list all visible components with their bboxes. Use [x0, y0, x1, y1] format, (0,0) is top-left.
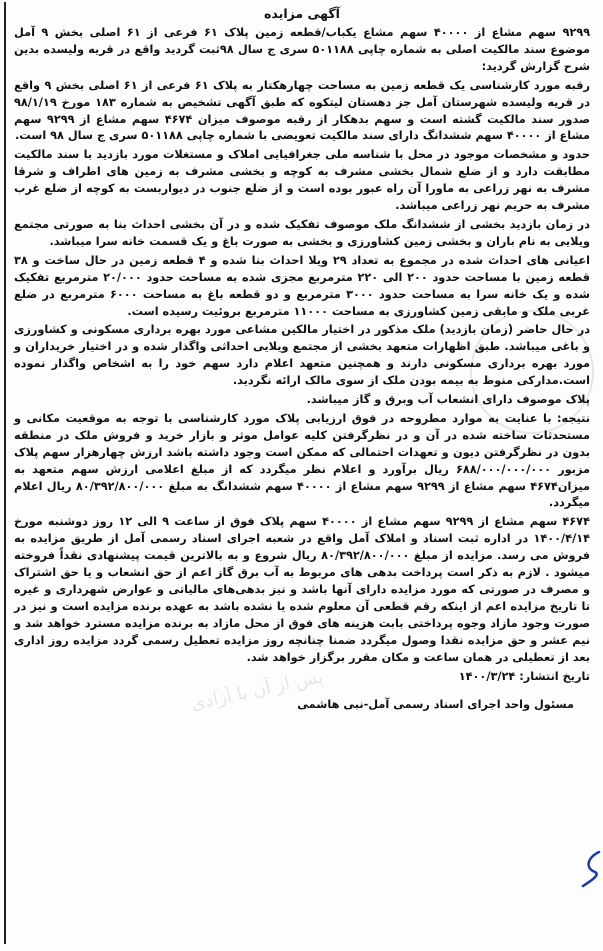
faint-watermark: پس از آن با آزادی	[189, 666, 325, 715]
auction-notice	[14, 6, 590, 714]
paragraph-buildings: اعیانی های احداث شده در مجموع به تعداد ۲۹ ویلا احداث بنا شده و ۴ قطعه زمین در حال ساخت و ۳۸ قطعه زمین با مساحت حدود ۲۰۰ الی ۲۲۰ مترمربع مجزی شده به مساحت حدود ۲۰/۰۰۰ مترمربع تفکیک شده و یک خانه سرا به مساحت حدود ۳۰۰۰ مترمربع و دو قطعه باغ به مساحت ۶۰۰۰ مترمربع در ضلع غربی ملک و مابقی زمین کشاورزی به مساحت ۱۱۰۰۰ مترمربع بروئیت رسیده است.	[14, 253, 590, 318]
paragraph-boundaries: حدود و مشخصات موجود در محل با شناسه ملی جغرافیایی املاک و مستغلات مورد بازدید با سند مالکیت مطابقت دارد و از ضلع شمال بخشی مشرف به کوچه و بخشی مشرف به زمین های اطراف و شرقا مشرف به نهر زراعی به ماورا آن راه عبور بوده است و از ضلع جنوب در دیواربست به کوچه از ضلع غرب مشرف به حریم نهر زراعی میباشد.	[14, 148, 590, 213]
paragraph-result-valuation: نتیجه: با عنایت به موارد مطروحه در فوق ارزیابی پلاک مورد کارشناسی با توجه به موقعیت مکانی و مستحدثات ساخته شده در آن و در نظرگرفتن کلیه عوامل موثر و بازار خرید و فروش ملک در منطقه بدون در نظرگرفتن دیون و تعهدات احتمالی که ممکن است وجود داشته باشد ارزش چهارهزار سهم پلاک مزبور ۶۸۸/۰۰۰/۰۰۰/۰۰۰ ریال برآورد و اعلام نظر میگردد که از مبلغ اعلامی ارزش سهم متعهد به میزان۴۶۷۴ سهم مشاع از ۹۲۹۹ سهم مشاع از ۴۰۰۰۰ سهم ششدانگ به مبلغ ۸۰/۳۹۲/۸۰۰/۰۰۰ ریال اعلام میگردد.	[14, 411, 590, 510]
paragraph-current-status: در حال حاضر (زمان بازدید) ملک مذکور در اختیار مالکین مشاعی مورد بهره برداری مسکونی و کشاورزی و باغی میباشد. طبق اظهارات متعهد بخشی از مجتمع ویلایی احداثی واگذار شده و در اختیار خریداران و مورد بهره برداری مسکونی دارند و همچنین متعهد اعلام دارد سهم خود را به اشخاص واگذار نموده است.مدارکی منوط به بیمه بودن ملک از سوی مالک ارائه نگردید.	[14, 323, 590, 388]
paragraph-share-description: ۹۲۹۹ سهم مشاع از ۴۰۰۰۰ سهم مشاع یکباب/قطعه زمین پلاک ۶۱ فرعی از ۶۱ اصلی بخش ۹ آمل موضوع سند مالکیت اصلی به شماره چاپی ۵۰۱۱۸۸ سری ج سال ۹۸ثبت گردید واقع در قریه ولیسده بدین شرح گزارش گردید:	[14, 26, 591, 73]
paragraph-expert-subject: رقبه مورد کارشناسی یک قطعه زمین به مساحت چهارهکتار به پلاک ۶۱ فرعی از ۶۱ اصلی بخش ۹ واقع در قریه ولیسده شهرستان آمل جز دهستان لیتکوه که طبق آگهی تشخیص به شماره ۱۸۳ مورخ ۹۸/۱/۱۹ صدور سند مالکیت گشته است و سهم بدهکار از رقبه موصوف میزان ۴۶۷۴ سهم مشاع از ۹۲۹۹ سهم مشاع از ۴۰۰۰۰ سهم ششدانگ دارای سند مالکیت تعویضی با شماره چاپی ۵۰۱۱۸۸ سری ج سال ۹۸ است.	[14, 78, 591, 143]
paragraph-visit: در زمان بازدید بخشی از ششدانگ ملک موصوف تفکیک شده و در آن بخشی احداث بنا به صورتی مجتمع ویلایی به نام باران و بخشی زمین کشاورزی و بخشی به صورت باغ و یک قسمت خانه سرا میباشد.	[14, 217, 590, 248]
paragraph-auction-terms: ۴۶۷۴ سهم مشاع از ۹۲۹۹ سهم مشاع از ۴۰۰۰۰ سهم پلاک فوق از ساعت ۹ الی ۱۲ روز دوشنبه مورخ ۱۴۰۰/۴/۱۴ در اداره ثبت اسناد و املاک آمل واقع در شعبه اجرای اسناد رسمی آمل از طریق مزایده به فروش می رسد. مزایده از مبلغ ۸۰/۳۹۲/۸۰۰/۰۰۰ ریال شروع و به بالاترین قیمت پیشنهادی نقداً فروخته میشود . لازم به ذکر است پرداخت بدهی های مربوط به آب برق گاز اعم از حق انشعاب و یا حق اشتراک و مصرف در صورتی که مورد مزایده دارای آنها باشد و نیز بدهی‌های مالیاتی و عوارض شهرداری و غیره تا تاریخ مزایده اعم از اینکه رقم قطعی آن معلوم شده یا نشده باشد به عهده برنده مزایده است و نیز در صورت وجود مازاد وجوه پرداختی بابت هزینه های فوق از محل مازاد به برنده مزایده مسترد خواهد شد و نیم عشر و حق مزایده نقدا وصول میگردد ضمنا چنانچه روز مزایده تعطیل رسمی گردد مزایده روز اداری بعد از تعطیلی در همان ساعت و مکان مقرر برگزار خواهد شد.	[14, 515, 590, 664]
paragraph-utilities: پلاک موصوف دارای انشعاب آب وبرق و گاز میباشد.	[306, 393, 590, 407]
notice-title: آگهی مزایده	[264, 6, 340, 21]
blue-pen-mark-icon	[581, 848, 603, 890]
signature-line: مسئول واحد اجرای اسناد رسمی آمل-نبی هاشمی	[297, 698, 574, 712]
publish-date: تاریخ انتشار: ۱۴۰۰/۳/۲۴	[458, 669, 590, 683]
